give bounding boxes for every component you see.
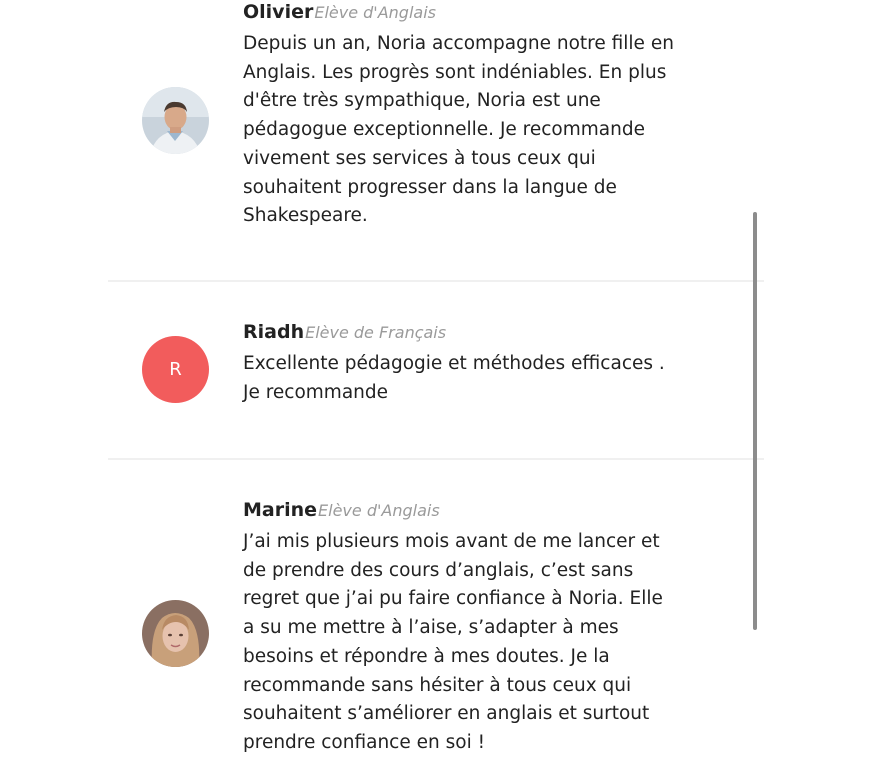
avatar — [142, 336, 209, 403]
reviewer-name: Olivier — [243, 1, 314, 23]
avatar — [142, 87, 209, 154]
reviewer-role: Elève de Français — [305, 323, 447, 342]
divider — [108, 280, 764, 282]
avatar — [142, 600, 209, 667]
divider — [108, 458, 764, 460]
scrollbar[interactable] — [753, 212, 757, 630]
avatar-initial: R — [169, 359, 182, 380]
reviewer-role: Elève d'Anglais — [318, 501, 440, 520]
reviewer-name: Marine — [243, 499, 318, 521]
review-text: J’ai mis plusieurs mois avant de me lancer et de prendre des cours d’anglais, c’est sans regret que j’ai pu faire confiance à Noria. Elle a su me mettre à l’aise, s’adapter à mes besoins et répondre à mes doutes. Je la recommande sans hésiter à tous ceux qui souhaitent s’améliorer en anglais et surtout prendre confiance en soi ! — [243, 531, 663, 753]
review-text: Depuis un an, Noria accompagne notre fille en Anglais. Les progrès sont indéniables. En plus d'être très sympathique, Noria est une pédagogue exceptionnelle. Je recommande vivement ses services à tous ceux qui souhaitent progresser dans la langue de Shakespeare. — [243, 33, 674, 227]
reviewer-name: Riadh — [243, 321, 305, 343]
woman-photo-icon — [142, 600, 209, 667]
man-photo-icon — [142, 87, 209, 154]
reviewer-role: Elève d'Anglais — [314, 3, 436, 22]
review-text: Excellente pédagogie et méthodes efficaces . Je recommande — [243, 353, 665, 403]
